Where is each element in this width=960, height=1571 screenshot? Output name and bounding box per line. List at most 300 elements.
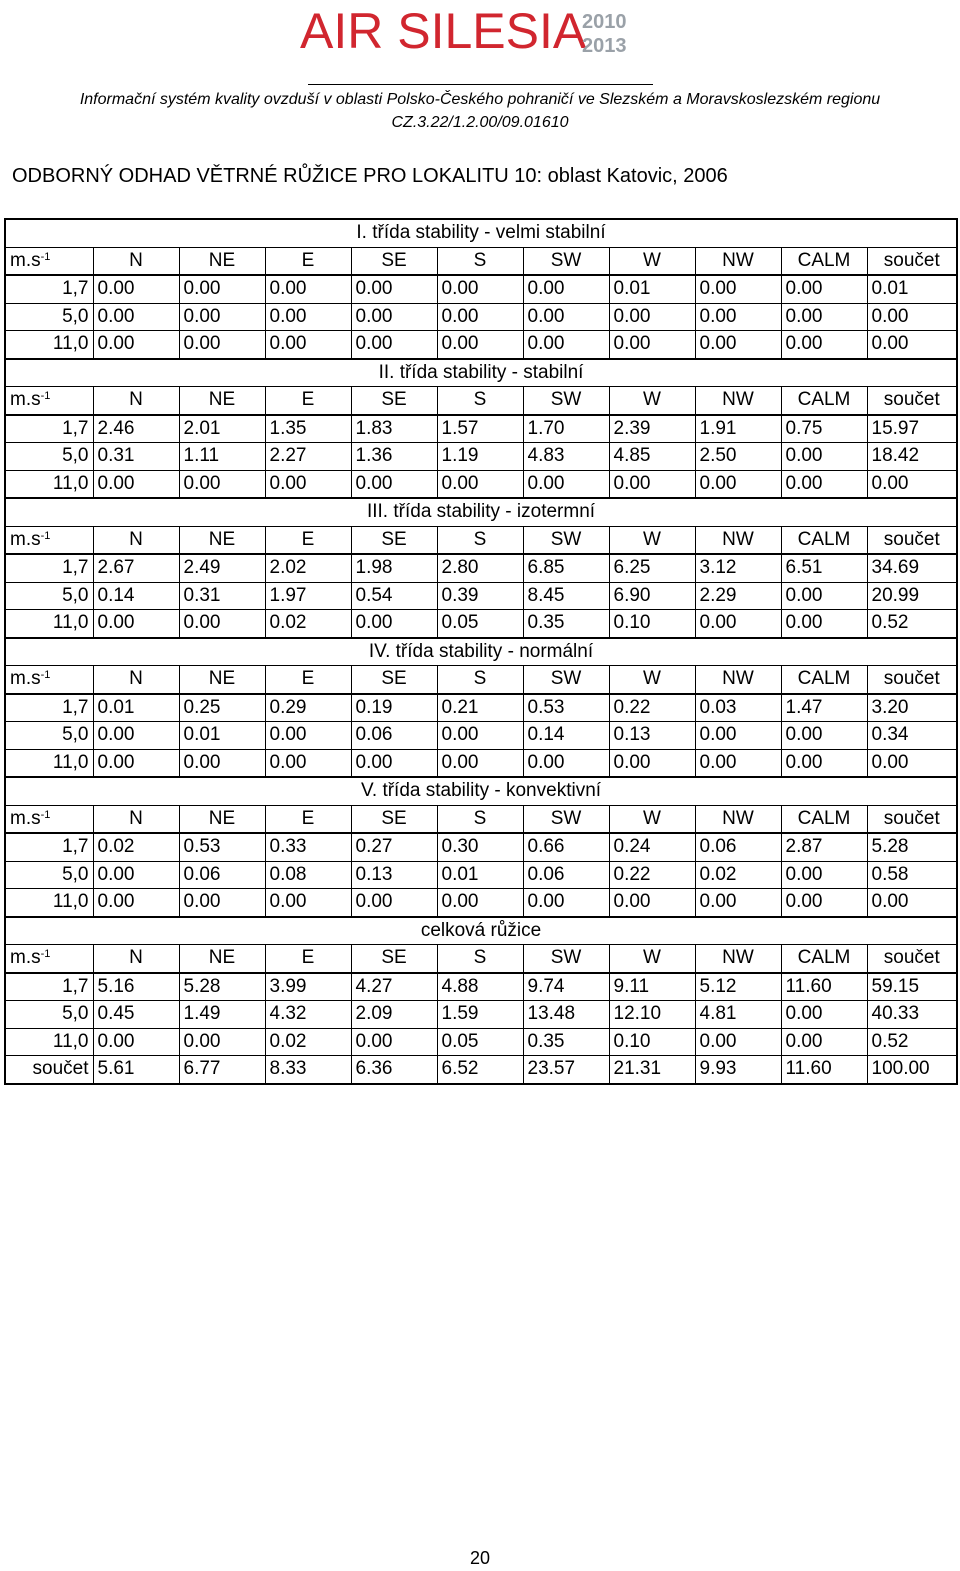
value-cell: 9.11 bbox=[609, 973, 695, 1001]
column-header: S bbox=[437, 526, 523, 554]
value-cell: 0.08 bbox=[265, 861, 351, 889]
value-cell: 0.00 bbox=[781, 1001, 867, 1029]
value-cell: 4.85 bbox=[609, 443, 695, 471]
value-cell: 0.02 bbox=[265, 610, 351, 638]
value-cell: 1.49 bbox=[179, 1001, 265, 1029]
column-header: N bbox=[93, 666, 179, 694]
value-cell: 0.00 bbox=[695, 749, 781, 777]
value-cell: 0.00 bbox=[867, 470, 957, 498]
value-cell: 5.16 bbox=[93, 973, 179, 1001]
column-header: SE bbox=[351, 526, 437, 554]
value-cell: 9.74 bbox=[523, 973, 609, 1001]
project-code: CZ.3.22/1.2.00/09.01610 bbox=[391, 114, 569, 131]
section-title-row bbox=[5, 498, 957, 526]
column-header: SW bbox=[523, 247, 609, 275]
value-cell: 4.32 bbox=[265, 1001, 351, 1029]
value-cell: 0.00 bbox=[609, 749, 695, 777]
value-cell: 4.88 bbox=[437, 973, 523, 1001]
unit-exponent: -1 bbox=[40, 390, 51, 403]
value-cell: 18.42 bbox=[867, 443, 957, 471]
value-cell: 0.01 bbox=[867, 275, 957, 303]
section-title: III. třída stability - izotermní bbox=[5, 498, 957, 526]
value-cell: 6.77 bbox=[179, 1056, 265, 1084]
value-cell: 6.25 bbox=[609, 554, 695, 582]
value-cell: 0.14 bbox=[523, 722, 609, 750]
table-row bbox=[5, 973, 957, 1001]
value-cell: 0.00 bbox=[265, 275, 351, 303]
value-cell: 0.00 bbox=[781, 610, 867, 638]
column-header: W bbox=[609, 805, 695, 833]
wind-speed-cell: 11,0 bbox=[5, 470, 93, 498]
column-header: NE bbox=[179, 526, 265, 554]
value-cell: 6.36 bbox=[351, 1056, 437, 1084]
table-row bbox=[5, 861, 957, 889]
value-cell: 0.03 bbox=[695, 694, 781, 722]
wind-speed-cell: 11,0 bbox=[5, 331, 93, 359]
column-header: součet bbox=[867, 945, 957, 973]
value-cell: 1.70 bbox=[523, 415, 609, 443]
value-cell: 0.00 bbox=[523, 749, 609, 777]
unit-header bbox=[5, 666, 93, 694]
section-title-row bbox=[5, 777, 957, 805]
value-cell: 2.01 bbox=[179, 415, 265, 443]
wind-speed-cell: 11,0 bbox=[5, 610, 93, 638]
table-row bbox=[5, 554, 957, 582]
unit-exponent: -1 bbox=[40, 948, 51, 961]
table-row bbox=[5, 303, 957, 331]
table-row bbox=[5, 694, 957, 722]
value-cell: 3.12 bbox=[695, 554, 781, 582]
column-header: SE bbox=[351, 945, 437, 973]
value-cell: 0.00 bbox=[695, 275, 781, 303]
column-header-row bbox=[5, 945, 957, 973]
table-row bbox=[5, 331, 957, 359]
value-cell: 0.00 bbox=[351, 275, 437, 303]
unit-header bbox=[5, 387, 93, 415]
column-header: CALM bbox=[781, 805, 867, 833]
column-header: součet bbox=[867, 387, 957, 415]
section-title: IV. třída stability - normální bbox=[5, 638, 957, 666]
value-cell: 11.60 bbox=[781, 1056, 867, 1084]
section-title: V. třída stability - konvektivní bbox=[5, 777, 957, 805]
value-cell: 0.02 bbox=[93, 833, 179, 861]
value-cell: 0.45 bbox=[93, 1001, 179, 1029]
value-cell: 0.00 bbox=[93, 275, 179, 303]
value-cell: 0.66 bbox=[523, 833, 609, 861]
unit-exponent: -1 bbox=[40, 669, 51, 682]
air-silesia-logo bbox=[0, 2, 960, 64]
section-title: II. třída stability - stabilní bbox=[5, 359, 957, 387]
value-cell: 0.22 bbox=[609, 861, 695, 889]
column-header: E bbox=[265, 387, 351, 415]
project-description: Informační systém kvality ovzduší v oblasti Polsko-Českého pohraničí ve Slezském a Moravskoslezském regionu bbox=[79, 91, 881, 108]
column-header: W bbox=[609, 526, 695, 554]
value-cell: 0.00 bbox=[93, 749, 179, 777]
value-cell: 21.31 bbox=[609, 1056, 695, 1084]
value-cell: 6.85 bbox=[523, 554, 609, 582]
column-header: S bbox=[437, 247, 523, 275]
value-cell: 0.00 bbox=[265, 331, 351, 359]
value-cell: 23.57 bbox=[523, 1056, 609, 1084]
value-cell: 4.81 bbox=[695, 1001, 781, 1029]
column-header: W bbox=[609, 666, 695, 694]
section-title-row bbox=[5, 359, 957, 387]
value-cell: 0.00 bbox=[93, 722, 179, 750]
column-header: NE bbox=[179, 387, 265, 415]
value-cell: 0.25 bbox=[179, 694, 265, 722]
value-cell: 0.00 bbox=[609, 470, 695, 498]
column-header: SW bbox=[523, 526, 609, 554]
value-cell: 1.57 bbox=[437, 415, 523, 443]
value-cell: 2.50 bbox=[695, 443, 781, 471]
column-header: NW bbox=[695, 945, 781, 973]
wind-speed-cell: 5,0 bbox=[5, 582, 93, 610]
value-cell: 0.00 bbox=[265, 722, 351, 750]
value-cell: 3.99 bbox=[265, 973, 351, 1001]
value-cell: 0.31 bbox=[93, 443, 179, 471]
wind-speed-cell: 1,7 bbox=[5, 275, 93, 303]
value-cell: 0.00 bbox=[93, 331, 179, 359]
column-header: NW bbox=[695, 526, 781, 554]
value-cell: 0.00 bbox=[867, 303, 957, 331]
table-row bbox=[5, 275, 957, 303]
value-cell: 2.87 bbox=[781, 833, 867, 861]
value-cell: 0.34 bbox=[867, 722, 957, 750]
unit-label: m.s bbox=[10, 249, 41, 271]
value-cell: 0.58 bbox=[867, 861, 957, 889]
table-row bbox=[5, 889, 957, 917]
value-cell: 0.00 bbox=[523, 303, 609, 331]
column-header: S bbox=[437, 805, 523, 833]
value-cell: 0.00 bbox=[781, 275, 867, 303]
logo-year-end: 2013 bbox=[582, 35, 627, 57]
value-cell: 0.00 bbox=[265, 749, 351, 777]
value-cell: 0.00 bbox=[351, 749, 437, 777]
unit-exponent: -1 bbox=[40, 529, 51, 542]
value-cell: 1.11 bbox=[179, 443, 265, 471]
value-cell: 0.02 bbox=[695, 861, 781, 889]
value-cell: 0.00 bbox=[179, 610, 265, 638]
value-cell: 0.00 bbox=[609, 331, 695, 359]
wind-speed-cell: 1,7 bbox=[5, 694, 93, 722]
value-cell: 6.90 bbox=[609, 582, 695, 610]
value-cell: 0.00 bbox=[781, 861, 867, 889]
header-divider bbox=[308, 84, 653, 85]
value-cell: 0.00 bbox=[523, 470, 609, 498]
value-cell: 0.01 bbox=[437, 861, 523, 889]
value-cell: 0.00 bbox=[179, 331, 265, 359]
column-header: součet bbox=[867, 526, 957, 554]
value-cell: 0.00 bbox=[351, 889, 437, 917]
column-header: CALM bbox=[781, 666, 867, 694]
column-header: S bbox=[437, 945, 523, 973]
value-cell: 0.05 bbox=[437, 610, 523, 638]
value-cell: 0.00 bbox=[867, 889, 957, 917]
value-cell: 4.27 bbox=[351, 973, 437, 1001]
value-cell: 2.09 bbox=[351, 1001, 437, 1029]
logo-year-start: 2010 bbox=[582, 11, 627, 33]
column-header: NE bbox=[179, 805, 265, 833]
column-header: CALM bbox=[781, 526, 867, 554]
column-header: N bbox=[93, 247, 179, 275]
value-cell: 0.00 bbox=[609, 303, 695, 331]
value-cell: 5.61 bbox=[93, 1056, 179, 1084]
value-cell: 0.01 bbox=[93, 694, 179, 722]
value-cell: 0.00 bbox=[523, 275, 609, 303]
value-cell: 0.10 bbox=[609, 1028, 695, 1056]
value-cell: 0.00 bbox=[781, 303, 867, 331]
wind-speed-cell: 11,0 bbox=[5, 1028, 93, 1056]
value-cell: 0.00 bbox=[351, 331, 437, 359]
wind-speed-cell: 5,0 bbox=[5, 861, 93, 889]
value-cell: 2.49 bbox=[179, 554, 265, 582]
unit-label: m.s bbox=[10, 807, 41, 829]
value-cell: 0.01 bbox=[609, 275, 695, 303]
unit-exponent: -1 bbox=[40, 808, 51, 821]
wind-speed-cell: 1,7 bbox=[5, 415, 93, 443]
value-cell: 0.24 bbox=[609, 833, 695, 861]
value-cell: 0.00 bbox=[437, 889, 523, 917]
column-header-row bbox=[5, 666, 957, 694]
wind-speed-cell: 5,0 bbox=[5, 722, 93, 750]
value-cell: 2.46 bbox=[93, 415, 179, 443]
value-cell: 0.06 bbox=[179, 861, 265, 889]
column-header-row bbox=[5, 247, 957, 275]
value-cell: 0.00 bbox=[781, 470, 867, 498]
value-cell: 0.00 bbox=[781, 331, 867, 359]
wind-speed-cell: součet bbox=[5, 1056, 93, 1084]
column-header: N bbox=[93, 805, 179, 833]
column-header: SE bbox=[351, 247, 437, 275]
column-header: N bbox=[93, 945, 179, 973]
column-header: SW bbox=[523, 805, 609, 833]
value-cell: 0.02 bbox=[265, 1028, 351, 1056]
value-cell: 0.00 bbox=[695, 1028, 781, 1056]
value-cell: 0.00 bbox=[179, 749, 265, 777]
column-header: S bbox=[437, 387, 523, 415]
value-cell: 0.21 bbox=[437, 694, 523, 722]
value-cell: 0.13 bbox=[609, 722, 695, 750]
table-row bbox=[5, 1001, 957, 1029]
table-row bbox=[5, 610, 957, 638]
value-cell: 0.00 bbox=[781, 582, 867, 610]
value-cell: 20.99 bbox=[867, 582, 957, 610]
column-header: E bbox=[265, 666, 351, 694]
column-header: součet bbox=[867, 666, 957, 694]
column-header: SW bbox=[523, 945, 609, 973]
value-cell: 2.39 bbox=[609, 415, 695, 443]
unit-header bbox=[5, 945, 93, 973]
value-cell: 0.53 bbox=[523, 694, 609, 722]
value-cell: 0.00 bbox=[265, 470, 351, 498]
column-header: součet bbox=[867, 805, 957, 833]
value-cell: 11.60 bbox=[781, 973, 867, 1001]
value-cell: 0.35 bbox=[523, 1028, 609, 1056]
column-header: NW bbox=[695, 666, 781, 694]
value-cell: 3.20 bbox=[867, 694, 957, 722]
value-cell: 0.00 bbox=[351, 610, 437, 638]
value-cell: 5.12 bbox=[695, 973, 781, 1001]
value-cell: 0.01 bbox=[179, 722, 265, 750]
value-cell: 0.00 bbox=[93, 303, 179, 331]
value-cell: 0.00 bbox=[695, 470, 781, 498]
page-number: 20 bbox=[469, 1548, 491, 1568]
value-cell: 0.06 bbox=[351, 722, 437, 750]
value-cell: 0.00 bbox=[265, 889, 351, 917]
column-header: E bbox=[265, 945, 351, 973]
wind-speed-cell: 1,7 bbox=[5, 973, 93, 1001]
value-cell: 1.36 bbox=[351, 443, 437, 471]
value-cell: 34.69 bbox=[867, 554, 957, 582]
value-cell: 2.67 bbox=[93, 554, 179, 582]
value-cell: 1.91 bbox=[695, 415, 781, 443]
value-cell: 2.02 bbox=[265, 554, 351, 582]
value-cell: 1.47 bbox=[781, 694, 867, 722]
value-cell: 0.00 bbox=[695, 722, 781, 750]
value-cell: 0.00 bbox=[93, 1028, 179, 1056]
column-header: NE bbox=[179, 666, 265, 694]
value-cell: 0.00 bbox=[695, 889, 781, 917]
column-header: S bbox=[437, 666, 523, 694]
value-cell: 1.83 bbox=[351, 415, 437, 443]
value-cell: 0.00 bbox=[437, 331, 523, 359]
unit-label: m.s bbox=[10, 389, 41, 411]
value-cell: 0.00 bbox=[695, 303, 781, 331]
value-cell: 0.00 bbox=[179, 470, 265, 498]
value-cell: 4.83 bbox=[523, 443, 609, 471]
column-header: N bbox=[93, 387, 179, 415]
value-cell: 0.13 bbox=[351, 861, 437, 889]
column-header: CALM bbox=[781, 247, 867, 275]
value-cell: 0.31 bbox=[179, 582, 265, 610]
value-cell: 0.00 bbox=[179, 303, 265, 331]
unit-header bbox=[5, 526, 93, 554]
value-cell: 0.00 bbox=[179, 275, 265, 303]
column-header: součet bbox=[867, 247, 957, 275]
wind-speed-cell: 5,0 bbox=[5, 303, 93, 331]
value-cell: 0.00 bbox=[437, 303, 523, 331]
value-cell: 0.00 bbox=[781, 443, 867, 471]
value-cell: 0.00 bbox=[437, 470, 523, 498]
table-row bbox=[5, 833, 957, 861]
table-row bbox=[5, 1028, 957, 1056]
value-cell: 0.54 bbox=[351, 582, 437, 610]
section-title-row bbox=[5, 917, 957, 945]
table-row bbox=[5, 443, 957, 471]
value-cell: 0.52 bbox=[867, 1028, 957, 1056]
column-header: CALM bbox=[781, 387, 867, 415]
value-cell: 0.75 bbox=[781, 415, 867, 443]
column-header: SW bbox=[523, 387, 609, 415]
value-cell: 13.48 bbox=[523, 1001, 609, 1029]
value-cell: 0.30 bbox=[437, 833, 523, 861]
value-cell: 0.29 bbox=[265, 694, 351, 722]
value-cell: 0.05 bbox=[437, 1028, 523, 1056]
value-cell: 5.28 bbox=[867, 833, 957, 861]
value-cell: 0.00 bbox=[179, 889, 265, 917]
value-cell: 0.00 bbox=[781, 749, 867, 777]
value-cell: 0.00 bbox=[179, 1028, 265, 1056]
table-row bbox=[5, 582, 957, 610]
value-cell: 0.00 bbox=[695, 331, 781, 359]
value-cell: 0.00 bbox=[437, 275, 523, 303]
value-cell: 0.00 bbox=[781, 1028, 867, 1056]
column-header-row bbox=[5, 805, 957, 833]
unit-header bbox=[5, 805, 93, 833]
wind-speed-cell: 5,0 bbox=[5, 443, 93, 471]
unit-header bbox=[5, 247, 93, 275]
value-cell: 0.00 bbox=[351, 303, 437, 331]
value-cell: 0.53 bbox=[179, 833, 265, 861]
unit-label: m.s bbox=[10, 668, 41, 690]
value-cell: 0.35 bbox=[523, 610, 609, 638]
value-cell: 0.00 bbox=[265, 303, 351, 331]
table-row bbox=[5, 470, 957, 498]
column-header: CALM bbox=[781, 945, 867, 973]
column-header: N bbox=[93, 526, 179, 554]
value-cell: 8.33 bbox=[265, 1056, 351, 1084]
value-cell: 100.00 bbox=[867, 1056, 957, 1084]
value-cell: 0.52 bbox=[867, 610, 957, 638]
table-row bbox=[5, 749, 957, 777]
value-cell: 15.97 bbox=[867, 415, 957, 443]
column-header: W bbox=[609, 247, 695, 275]
table-row bbox=[5, 415, 957, 443]
value-cell: 2.29 bbox=[695, 582, 781, 610]
value-cell: 8.45 bbox=[523, 582, 609, 610]
column-header: NW bbox=[695, 387, 781, 415]
value-cell: 2.27 bbox=[265, 443, 351, 471]
value-cell: 40.33 bbox=[867, 1001, 957, 1029]
section-title-row bbox=[5, 638, 957, 666]
value-cell: 1.59 bbox=[437, 1001, 523, 1029]
unit-exponent: -1 bbox=[40, 250, 51, 263]
column-header: W bbox=[609, 387, 695, 415]
value-cell: 12.10 bbox=[609, 1001, 695, 1029]
column-header: SE bbox=[351, 805, 437, 833]
value-cell: 0.00 bbox=[351, 1028, 437, 1056]
value-cell: 0.00 bbox=[523, 331, 609, 359]
value-cell: 0.14 bbox=[93, 582, 179, 610]
wind-speed-cell: 11,0 bbox=[5, 749, 93, 777]
wind-speed-cell: 5,0 bbox=[5, 1001, 93, 1029]
unit-label: m.s bbox=[10, 528, 41, 550]
value-cell: 0.00 bbox=[93, 889, 179, 917]
document-title: ODBORNÝ ODHAD VĚTRNÉ RŮŽICE PRO LOKALITU 10: oblast Katovic, 2006 bbox=[12, 165, 728, 187]
section-title-row bbox=[5, 219, 957, 247]
value-cell: 6.51 bbox=[781, 554, 867, 582]
wind-speed-cell: 1,7 bbox=[5, 833, 93, 861]
value-cell: 1.98 bbox=[351, 554, 437, 582]
value-cell: 0.00 bbox=[93, 610, 179, 638]
table-row bbox=[5, 1056, 957, 1084]
value-cell: 0.06 bbox=[523, 861, 609, 889]
column-header: SW bbox=[523, 666, 609, 694]
value-cell: 0.00 bbox=[867, 331, 957, 359]
value-cell: 6.52 bbox=[437, 1056, 523, 1084]
value-cell: 0.00 bbox=[695, 610, 781, 638]
column-header: NE bbox=[179, 247, 265, 275]
value-cell: 0.06 bbox=[695, 833, 781, 861]
logo-text: AIR SILESIA bbox=[300, 3, 587, 59]
value-cell: 0.00 bbox=[781, 722, 867, 750]
value-cell: 59.15 bbox=[867, 973, 957, 1001]
wind-rose-table bbox=[4, 218, 958, 1085]
column-header: SE bbox=[351, 387, 437, 415]
section-title: I. třída stability - velmi stabilní bbox=[5, 219, 957, 247]
value-cell: 0.39 bbox=[437, 582, 523, 610]
column-header: W bbox=[609, 945, 695, 973]
